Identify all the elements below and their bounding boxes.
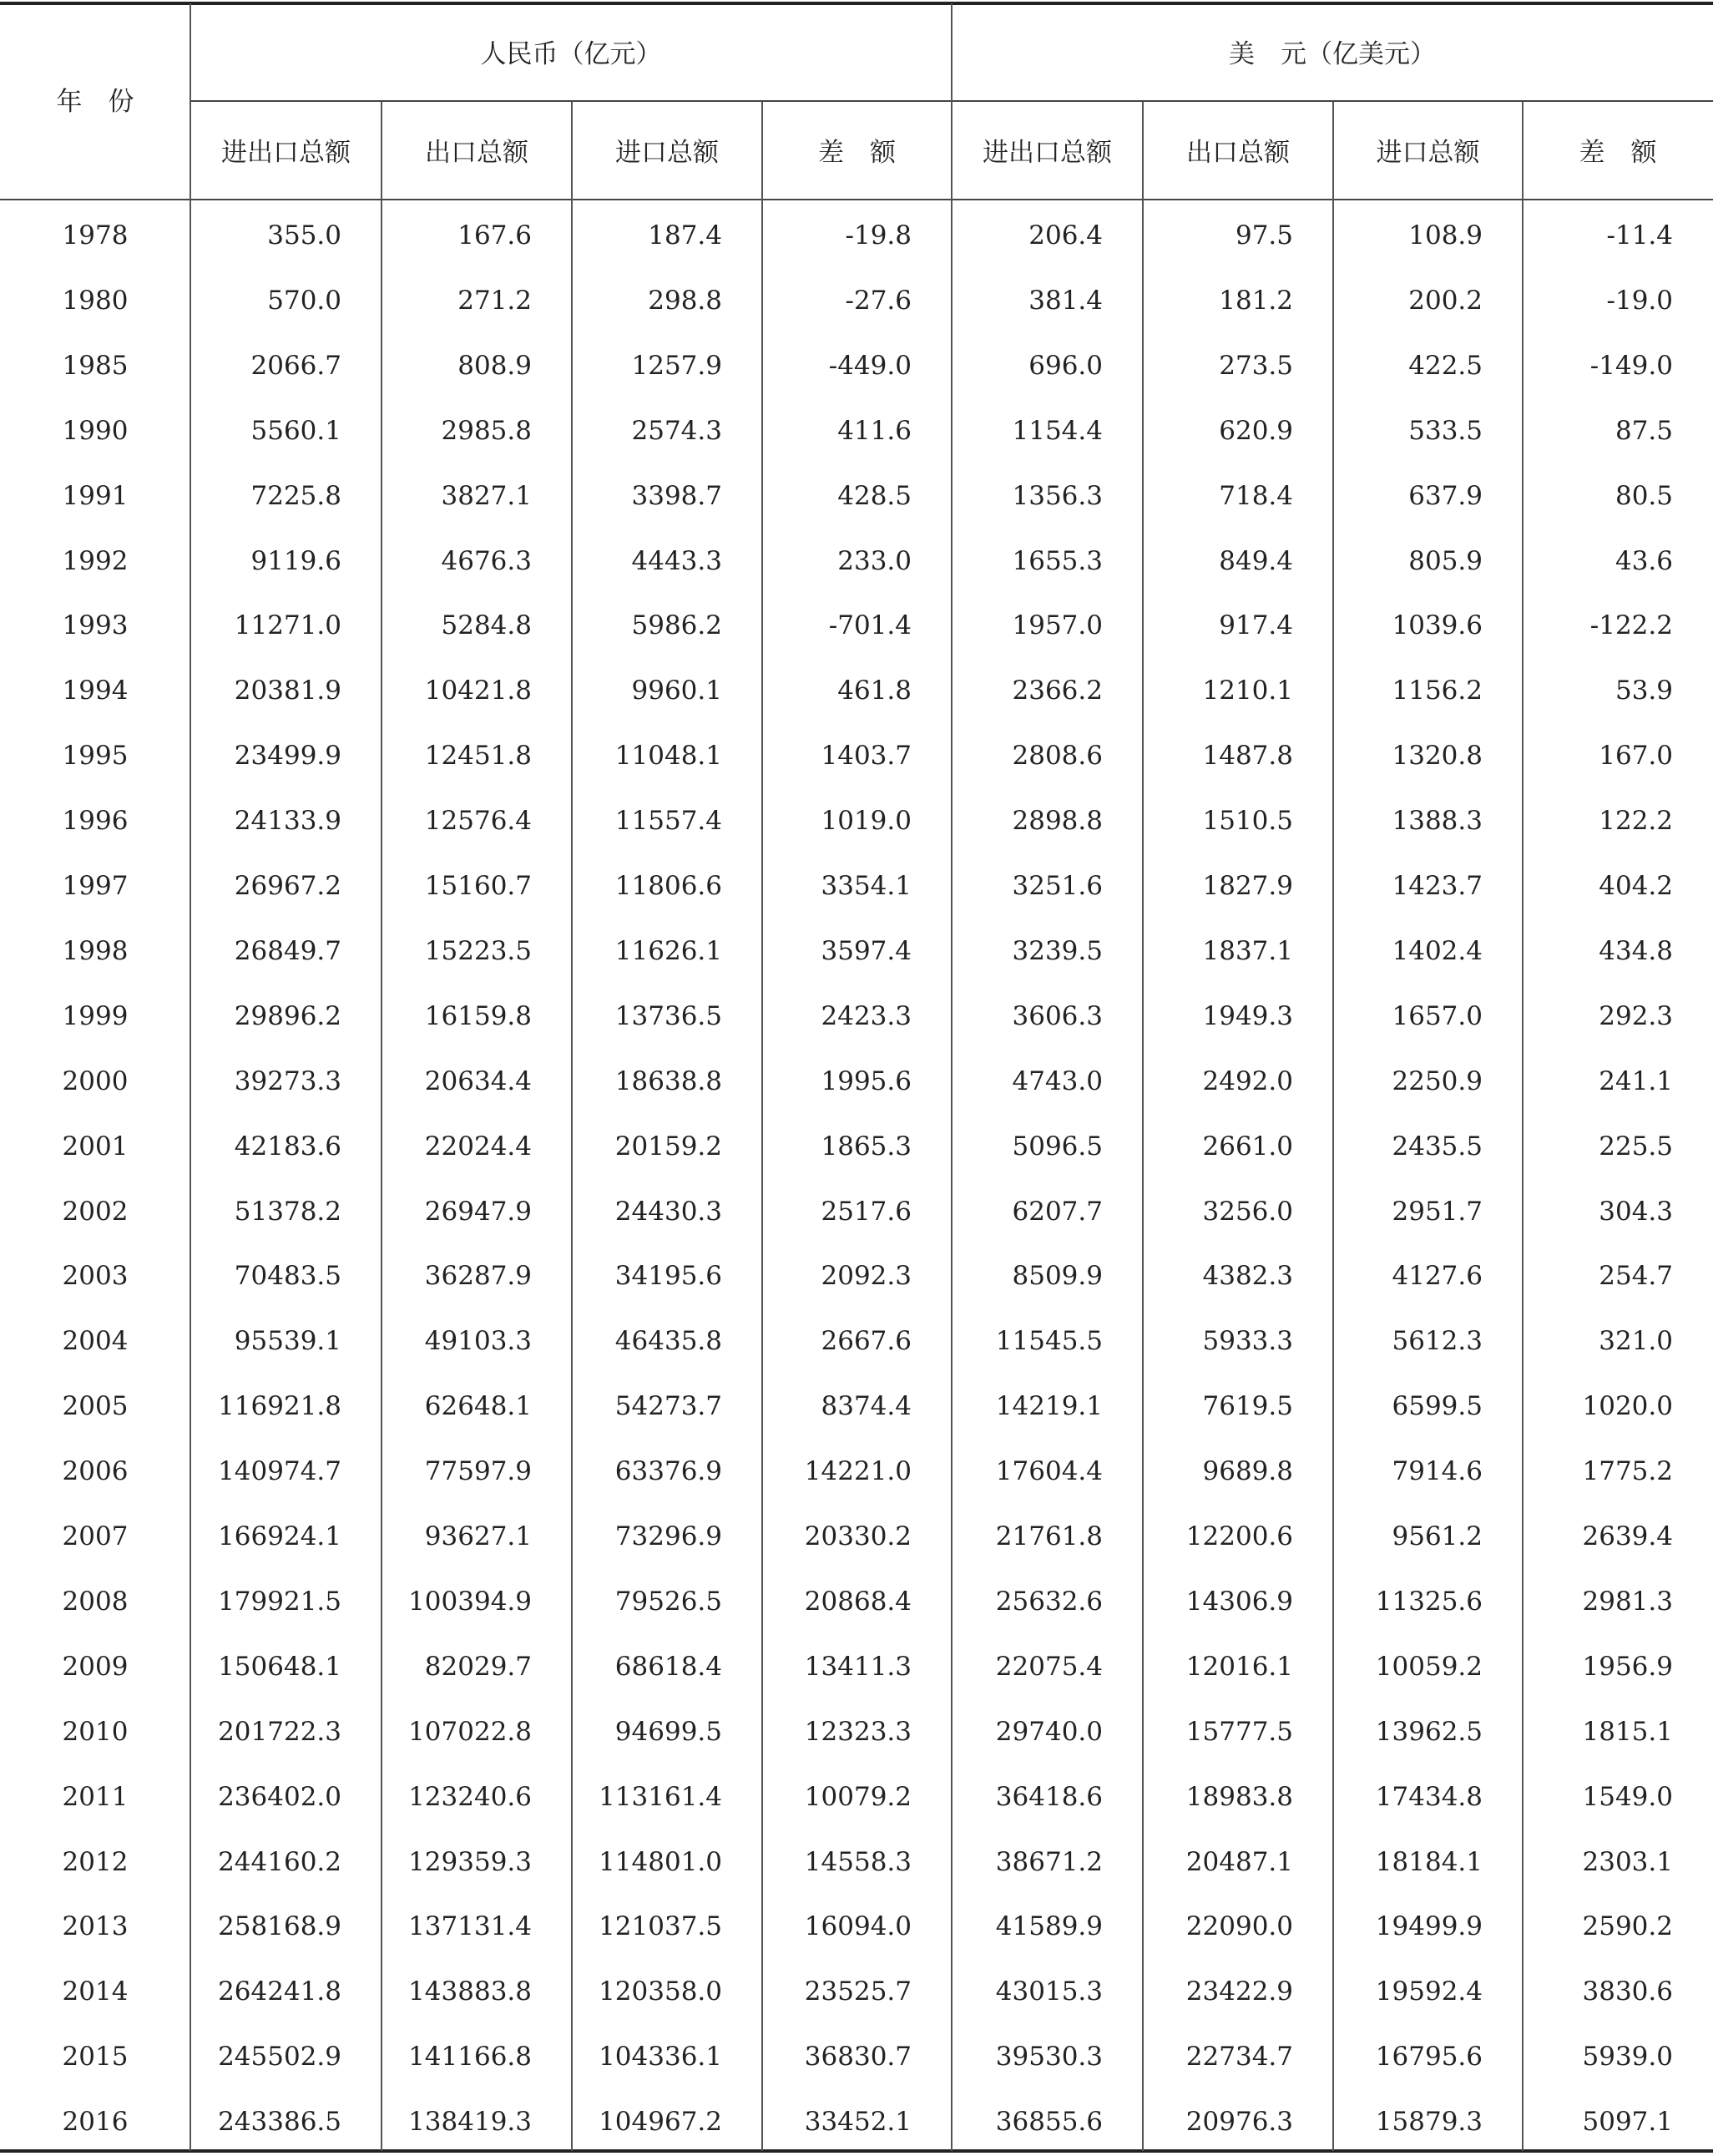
value-cell: 20330.2 [804,1521,912,1551]
header-bottom-rule [0,199,1713,200]
value-cell: 18638.8 [614,1065,722,1096]
value-cell: 24430.3 [614,1196,722,1227]
value-cell: 2435.5 [1392,1131,1483,1162]
value-cell: 20487.1 [1185,1846,1293,1877]
year-cell: 1991 [62,480,129,511]
value-cell: 15879.3 [1375,2107,1483,2138]
year-cell: 2010 [62,1716,129,1747]
year-cell: 1998 [62,935,129,966]
year-cell: 2009 [62,1651,129,1682]
year-cell: 1993 [62,610,129,641]
value-cell: 11325.6 [1375,1586,1483,1617]
value-cell: 225.5 [1599,1131,1673,1162]
value-cell: 36855.6 [995,2107,1103,2138]
value-cell: 20634.4 [424,1065,532,1096]
value-cell: 6599.5 [1392,1391,1483,1422]
value-cell: 51378.2 [234,1196,341,1227]
value-cell: 637.9 [1408,480,1483,511]
value-cell: 4382.3 [1202,1261,1293,1292]
year-cell: 2006 [62,1456,129,1487]
value-cell: -701.4 [828,610,912,641]
value-cell: 9960.1 [631,676,722,706]
value-cell: 187.4 [648,220,722,251]
table-top-rule [0,2,1713,5]
year-cell: 2016 [62,2107,129,2138]
value-cell: 22024.4 [424,1131,532,1162]
value-cell: 22734.7 [1185,2042,1293,2072]
value-cell: 381.4 [1028,285,1103,316]
value-cell: 1320.8 [1392,741,1483,772]
value-cell: 17604.4 [995,1456,1103,1487]
value-cell: 4443.3 [631,545,722,576]
value-cell: 54273.7 [614,1391,722,1422]
year-cell: 2002 [62,1196,129,1227]
value-cell: 3256.0 [1202,1196,1293,1227]
value-cell: 2661.0 [1202,1131,1293,1162]
value-cell: 17434.8 [1375,1781,1483,1812]
value-cell: 107022.8 [408,1716,532,1747]
value-cell: 73296.9 [614,1521,722,1551]
value-cell: 14219.1 [995,1391,1103,1422]
value-cell: -11.4 [1606,220,1673,251]
value-cell: 3606.3 [1012,1000,1103,1031]
value-cell: 20381.9 [234,676,341,706]
value-cell: 805.9 [1408,545,1483,576]
divider-rmb-col2 [571,102,573,2151]
value-cell: 201722.3 [218,1716,341,1747]
value-cell: 123240.6 [408,1781,532,1812]
value-cell: 5933.3 [1202,1326,1293,1357]
value-cell: 2951.7 [1392,1196,1483,1227]
value-cell: 3398.7 [631,480,722,511]
value-cell: 8374.4 [821,1391,912,1422]
value-cell: 2092.3 [821,1261,912,1292]
value-cell: 6207.7 [1012,1196,1103,1227]
usd-group-header: 美 元（亿美元） [1229,39,1436,69]
value-cell: 53.9 [1614,676,1673,706]
value-cell: 10079.2 [804,1781,912,1812]
value-cell: 1019.0 [821,806,912,837]
value-cell: 24133.9 [234,806,341,837]
value-cell: 428.5 [837,480,912,511]
value-cell: 18983.8 [1185,1781,1293,1812]
value-cell: 143883.8 [408,1976,532,2007]
value-cell: 141166.8 [408,2042,532,2072]
value-cell: 1956.9 [1582,1651,1673,1682]
value-cell: 355.0 [267,220,341,251]
value-cell: 11806.6 [614,871,722,901]
value-cell: 3239.5 [1012,935,1103,966]
value-cell: 120358.0 [599,1976,722,2007]
value-cell: 104336.1 [599,2042,722,2072]
value-cell: 411.6 [837,415,912,446]
year-cell: 2001 [62,1131,129,1162]
value-cell: 3251.6 [1012,871,1103,901]
value-cell: 26967.2 [234,871,341,901]
value-cell: 94699.5 [614,1716,722,1747]
value-cell: 5284.8 [441,610,532,641]
value-cell: -449.0 [828,350,912,381]
value-cell: 245502.9 [218,2042,341,2072]
year-cell: 2007 [62,1521,129,1551]
value-cell: 100394.9 [408,1586,532,1617]
year-cell: 2014 [62,1976,129,2007]
value-cell: 1815.1 [1582,1716,1673,1747]
value-cell: 243386.5 [218,2107,341,2138]
value-cell: 1210.1 [1202,676,1293,706]
value-cell: 9689.8 [1202,1456,1293,1487]
value-cell: 15223.5 [424,935,532,966]
value-cell: 1655.3 [1012,545,1103,576]
value-cell: 36830.7 [804,2042,912,2072]
value-cell: 19499.9 [1375,1911,1483,1942]
value-cell: 49103.3 [424,1326,532,1357]
value-cell: 179921.5 [218,1586,341,1617]
value-cell: 1154.4 [1012,415,1103,446]
value-cell: 39273.3 [234,1065,341,1096]
value-cell: 292.3 [1599,1000,1673,1031]
value-cell: 122.2 [1599,806,1673,837]
value-cell: 2517.6 [821,1196,912,1227]
year-cell: 1999 [62,1000,129,1031]
value-cell: 1549.0 [1582,1781,1673,1812]
value-cell: 1039.6 [1392,610,1483,641]
value-cell: 12451.8 [424,741,532,772]
value-cell: 20976.3 [1185,2107,1293,2138]
value-cell: 25632.6 [995,1586,1103,1617]
value-cell: 718.4 [1219,480,1293,511]
value-cell: 29896.2 [234,1000,341,1031]
value-cell: 13962.5 [1375,1716,1483,1747]
value-cell: 108.9 [1408,220,1483,251]
value-cell: 11557.4 [614,806,722,837]
value-cell: 14306.9 [1185,1586,1293,1617]
year-cell: 1997 [62,871,129,901]
value-cell: -122.2 [1589,610,1673,641]
value-cell: 1949.3 [1202,1000,1293,1031]
value-cell: 20868.4 [804,1586,912,1617]
value-cell: 11626.1 [614,935,722,966]
value-cell: 7914.6 [1392,1456,1483,1487]
value-cell: 95539.1 [234,1326,341,1357]
value-cell: 298.8 [648,285,722,316]
value-cell: 93627.1 [424,1521,532,1551]
value-cell: 271.2 [457,285,532,316]
value-cell: 13411.3 [804,1651,912,1682]
divider-rmb-col1 [381,102,382,2151]
value-cell: 273.5 [1219,350,1293,381]
value-cell: 1865.3 [821,1131,912,1162]
value-cell: 167.0 [1599,741,1673,772]
column-header-2: 出口总额 [425,138,528,168]
value-cell: 23499.9 [234,741,341,772]
value-cell: 12200.6 [1185,1521,1293,1551]
value-cell: 39530.3 [995,2042,1103,2072]
value-cell: -19.8 [845,220,912,251]
value-cell: 696.0 [1028,350,1103,381]
divider-usd-col1 [1142,102,1144,2151]
value-cell: 1402.4 [1392,935,1483,966]
year-cell: 1995 [62,741,129,772]
value-cell: 138419.3 [408,2107,532,2138]
column-header-5: 进出口总额 [983,138,1112,168]
year-cell: 1992 [62,545,129,576]
value-cell: 3597.4 [821,935,912,966]
value-cell: 14558.3 [804,1846,912,1877]
year-cell: 2013 [62,1911,129,1942]
rmb-group-header: 人民币（亿元） [480,39,662,69]
value-cell: 77597.9 [424,1456,532,1487]
value-cell: 121037.5 [599,1911,722,1942]
value-cell: 62648.1 [424,1391,532,1422]
value-cell: 200.2 [1408,285,1483,316]
value-cell: 1020.0 [1582,1391,1673,1422]
value-cell: 13736.5 [614,1000,722,1031]
value-cell: 1837.1 [1202,935,1293,966]
value-cell: 43015.3 [995,1976,1103,2007]
divider-usd-col2 [1332,102,1334,2151]
value-cell: 22090.0 [1185,1911,1293,1942]
value-cell: 18184.1 [1375,1846,1483,1877]
value-cell: 1356.3 [1012,480,1103,511]
value-cell: 16159.8 [424,1000,532,1031]
year-cell: 1985 [62,350,129,381]
value-cell: 849.4 [1219,545,1293,576]
value-cell: 264241.8 [218,1976,341,2007]
year-cell: 1996 [62,806,129,837]
value-cell: 5986.2 [631,610,722,641]
column-header-6: 出口总额 [1186,138,1290,168]
value-cell: 22075.4 [995,1651,1103,1682]
value-cell: -19.0 [1606,285,1673,316]
value-cell: 2574.3 [631,415,722,446]
year-cell: 1978 [62,220,129,251]
value-cell: 137131.4 [408,1911,532,1942]
table-bottom-rule [0,2149,1713,2153]
year-cell: 1994 [62,676,129,706]
value-cell: 5939.0 [1582,2042,1673,2072]
value-cell: 29740.0 [995,1716,1103,1747]
year-cell: 2011 [62,1781,129,1812]
value-cell: 2250.9 [1392,1065,1483,1096]
value-cell: 26849.7 [234,935,341,966]
value-cell: 63376.9 [614,1456,722,1487]
value-cell: 80.5 [1614,480,1673,511]
value-cell: 1156.2 [1392,676,1483,706]
value-cell: 14221.0 [804,1456,912,1487]
value-cell: 42183.6 [234,1131,341,1162]
value-cell: 917.4 [1219,610,1293,641]
value-cell: 570.0 [267,285,341,316]
value-cell: 1957.0 [1012,610,1103,641]
year-cell: 2005 [62,1391,129,1422]
column-header-3: 进口总额 [615,138,719,168]
value-cell: 113161.4 [599,1781,722,1812]
value-cell: 46435.8 [614,1326,722,1357]
value-cell: 9561.2 [1392,1521,1483,1551]
year-cell: 1980 [62,285,129,316]
value-cell: 87.5 [1614,415,1673,446]
value-cell: 3354.1 [821,871,912,901]
value-cell: 5612.3 [1392,1326,1483,1357]
value-cell: 2366.2 [1012,676,1103,706]
value-cell: 12576.4 [424,806,532,837]
value-cell: 166924.1 [218,1521,341,1551]
value-cell: 1995.6 [821,1065,912,1096]
value-cell: 620.9 [1219,415,1293,446]
value-cell: 2590.2 [1582,1911,1673,1942]
value-cell: 241.1 [1599,1065,1673,1096]
value-cell: 11271.0 [234,610,341,641]
value-cell: 4127.6 [1392,1261,1483,1292]
value-cell: 21761.8 [995,1521,1103,1551]
value-cell: 16795.6 [1375,2042,1483,2072]
value-cell: 2985.8 [441,415,532,446]
value-cell: 11048.1 [614,741,722,772]
value-cell: 3830.6 [1582,1976,1673,2007]
value-cell: 1388.3 [1392,806,1483,837]
value-cell: 2808.6 [1012,741,1103,772]
value-cell: 808.9 [457,350,532,381]
value-cell: 26947.9 [424,1196,532,1227]
value-cell: 12323.3 [804,1716,912,1747]
value-cell: 1487.8 [1202,741,1293,772]
value-cell: 1403.7 [821,741,912,772]
value-cell: 181.2 [1219,285,1293,316]
year-header: 年 份 [56,87,134,117]
value-cell: 1775.2 [1582,1456,1673,1487]
value-cell: 3827.1 [441,480,532,511]
value-cell: 43.6 [1614,545,1673,576]
value-cell: 2667.6 [821,1326,912,1357]
value-cell: 2303.1 [1582,1846,1673,1877]
value-cell: 1423.7 [1392,871,1483,901]
value-cell: 2981.3 [1582,1586,1673,1617]
value-cell: 116921.8 [218,1391,341,1422]
value-cell: 2898.8 [1012,806,1103,837]
value-cell: 9119.6 [250,545,341,576]
value-cell: 236402.0 [218,1781,341,1812]
value-cell: 2492.0 [1202,1065,1293,1096]
value-cell: 2423.3 [821,1000,912,1031]
year-cell: 2003 [62,1261,129,1292]
value-cell: 244160.2 [218,1846,341,1877]
value-cell: 11545.5 [995,1326,1103,1357]
value-cell: 404.2 [1599,871,1673,901]
value-cell: 8509.9 [1012,1261,1103,1292]
column-header-7: 进口总额 [1376,138,1480,168]
value-cell: 70483.5 [234,1261,341,1292]
value-cell: 1257.9 [631,350,722,381]
year-cell: 1990 [62,415,129,446]
value-cell: 68618.4 [614,1651,722,1682]
year-cell: 2004 [62,1326,129,1357]
value-cell: 233.0 [837,545,912,576]
value-cell: -27.6 [845,285,912,316]
value-cell: 20159.2 [614,1131,722,1162]
value-cell: 140974.7 [218,1456,341,1487]
value-cell: 7225.8 [250,480,341,511]
value-cell: 5097.1 [1582,2107,1673,2138]
value-cell: 304.3 [1599,1196,1673,1227]
value-cell: 150648.1 [218,1651,341,1682]
value-cell: 34195.6 [614,1261,722,1292]
value-cell: 38671.2 [995,1846,1103,1877]
value-cell: 167.6 [457,220,532,251]
value-cell: 4743.0 [1012,1065,1103,1096]
value-cell: 12016.1 [1185,1651,1293,1682]
year-cell: 2012 [62,1846,129,1877]
value-cell: 23422.9 [1185,1976,1293,2007]
value-cell: 79526.5 [614,1586,722,1617]
value-cell: 16094.0 [804,1911,912,1942]
value-cell: 114801.0 [599,1846,722,1877]
value-cell: 258168.9 [218,1911,341,1942]
value-cell: 321.0 [1599,1326,1673,1357]
value-cell: 206.4 [1028,220,1103,251]
value-cell: 2066.7 [250,350,341,381]
value-cell: 10059.2 [1375,1651,1483,1682]
value-cell: 5560.1 [250,415,341,446]
year-cell: 2015 [62,2042,129,2072]
value-cell: 104967.2 [599,2107,722,2138]
value-cell: 15160.7 [424,871,532,901]
year-cell: 2000 [62,1065,129,1096]
column-header-8: 差 额 [1579,138,1657,168]
value-cell: 33452.1 [804,2107,912,2138]
column-header-4: 差 额 [818,138,896,168]
value-cell: 7619.5 [1202,1391,1293,1422]
value-cell: 19592.4 [1375,1976,1483,2007]
value-cell: 461.8 [837,676,912,706]
divider-rmb-col3 [761,102,763,2151]
value-cell: 1510.5 [1202,806,1293,837]
value-cell: 36287.9 [424,1261,532,1292]
value-cell: 23525.7 [804,1976,912,2007]
value-cell: 434.8 [1599,935,1673,966]
value-cell: 422.5 [1408,350,1483,381]
value-cell: 36418.6 [995,1781,1103,1812]
value-cell: 15777.5 [1185,1716,1293,1747]
value-cell: 129359.3 [408,1846,532,1877]
value-cell: 5096.5 [1012,1131,1103,1162]
value-cell: 41589.9 [995,1911,1103,1942]
column-header-1: 进出口总额 [221,138,351,168]
value-cell: 4676.3 [441,545,532,576]
value-cell: 2639.4 [1582,1521,1673,1551]
value-cell: 10421.8 [424,676,532,706]
value-cell: 1827.9 [1202,871,1293,901]
value-cell: 1657.0 [1392,1000,1483,1031]
value-cell: 254.7 [1599,1261,1673,1292]
year-cell: 2008 [62,1586,129,1617]
divider-usd-col3 [1522,102,1524,2151]
value-cell: 533.5 [1408,415,1483,446]
value-cell: -149.0 [1589,350,1673,381]
value-cell: 97.5 [1235,220,1293,251]
value-cell: 82029.7 [424,1651,532,1682]
